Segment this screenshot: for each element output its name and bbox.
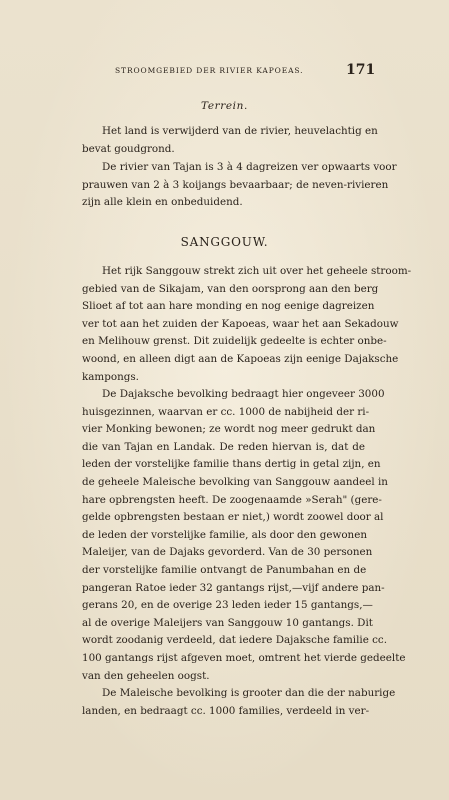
text-line: al de overige Maleijers van Sanggouw 10 gantangs. Dit [82,616,373,629]
text-line: gelde opbrengsten bestaan er niet,) wordt zoowel door al [82,511,384,524]
text-line: pangeran Ratoe ieder 32 gantangs rijst,—vijf andere pan- [82,581,385,594]
text-line: de leden der vorstelijke familie, als door den gewonen [82,528,367,541]
text-line: De rivier van Tajan is 3 à 4 dagreizen ver opwaarts voor [102,161,397,173]
text-line: die van Tajan en Landak. De reden hiervan is, dat de [82,440,365,453]
text-line: gerans 20, en de overige 23 leden ieder 15 gantangs,— [82,599,373,612]
text-line: ver tot aan het zuiden der Kapoeas, waar het aan Sekadouw [82,317,399,330]
text-line: huisgezinnen, waarvan er cc. 1000 de nabijheid der ri- [82,405,370,418]
text-line: woond, en alleen digt aan de Kapoeas zijn eenige Dajaksche [82,352,399,365]
text-line: Het land is verwijderd van de rivier, heuvelachtig en [102,125,378,137]
paragraph [82,123,378,158]
text-line: leden der vorstelijke familie thans dertig in getal zijn, en [82,458,381,471]
section-title-sanggouw: SANGGOUW. [180,235,269,249]
text-line: prauwen van 2 à 3 koijangs bevaarbaar; de neven-rivieren [82,178,389,191]
paragraph [82,685,396,720]
section-title-terrein: Terrein. [201,100,248,112]
text-line: De Maleische bevolking is grooter dan die der naburige [102,687,396,699]
text-line: bevat goudgrond. [82,142,175,155]
text-line: de geheele Maleische bevolking van Sanggouw aandeel in [82,475,388,488]
paragraph [82,159,397,212]
text-line: landen, en bedraagt cc. 1000 families, verdeeld in ver- [82,704,370,717]
text-line: vier Monking bewonen; ze wordt nog meer gedrukt dan [82,423,376,436]
page-number: 171 [346,62,376,78]
text-line: gebied van de Sikajam, van den oorsprong aan den berg [82,282,379,295]
text-line: hare opbrengsten heeft. De zoogenaamde »Serah" (gere- [82,493,382,506]
text-line: kampongs. [82,370,139,383]
text-line: Slioet af tot aan hare monding en nog eenige dagreizen [82,300,375,313]
text-line: 100 gantangs rijst afgeven moet, omtrent het vierde gedeelte [82,651,406,664]
text-line: zijn alle klein en onbeduidend. [82,196,243,209]
paragraph [82,263,412,386]
text-line: Het rijk Sanggouw strekt zich uit over het geheele stroom- [102,265,412,277]
text-line: der vorstelijke familie ontvangt de Panumbahan en de [82,563,367,576]
text-line: wordt zoodanig verdeeld, dat iedere Dajaksche familie cc. [82,634,387,647]
text-line: en Melihouw grenst. Dit zuidelijk gedeelte is echter onbe- [82,335,387,348]
text-line: van den geheelen oogst. [82,669,210,682]
text-line: Maleijer, van de Dajaks gevorderd. Van de 30 personen [82,546,373,559]
text-line: De Dajaksche bevolking bedraagt hier ongeveer 3000 [102,388,385,400]
paragraph [82,386,406,685]
running-title: STROOMGEBIED DER RIVIER KAPOEAS. [115,66,304,75]
